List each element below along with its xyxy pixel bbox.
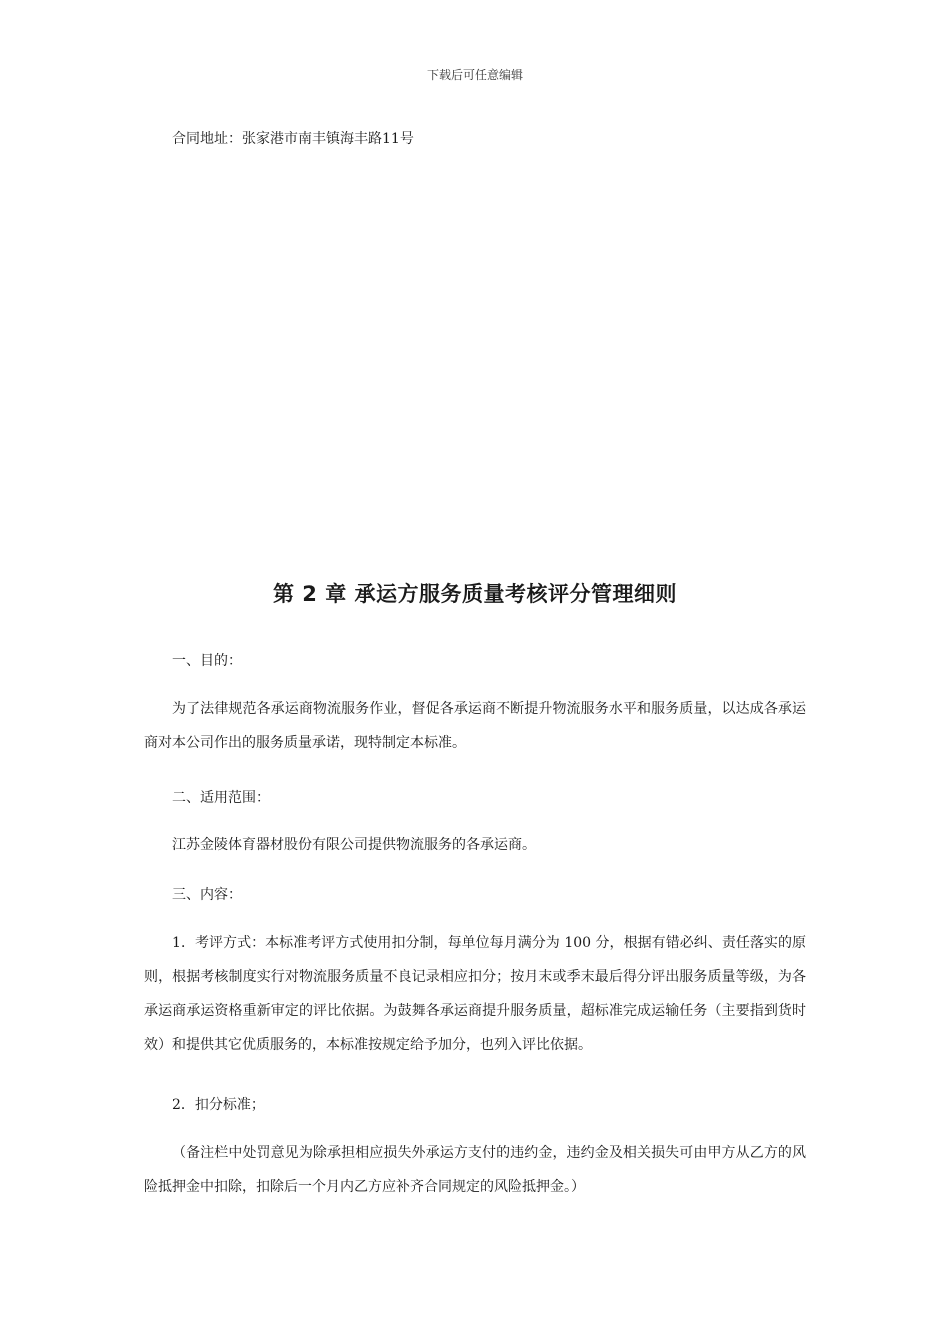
- penalty-note-paragraph: （备注栏中处罚意见为除承担相应损失外承运方支付的违约金，违约金及相关损失可由甲方从乙方的风险抵押金中扣除，扣除后一个月内乙方应补齐合同规定的风险抵押金。）: [144, 1145, 806, 1195]
- chapter-title: 第 2 章 承运方服务质量考核评分管理细则: [272, 582, 678, 606]
- item1-paragraph: 1．考评方式：本标准考评方式使用扣分制，每单位每月满分为 100 分，根据有错必纠、责任落实的原则，根据考核制度实行对物流服务质量不良记录相应扣分；按月末或季末最后得分评出服务质量等级，为各承运商承运资格重新审定的评比依据。为鼓舞各承运商提升服务质量，超标准完成运输任务（主要指到货时效）和提供其它优质服务的，本标准按规定给予加分，也列入评比依据。: [144, 935, 806, 1053]
- header-note: 下载后可任意编辑: [426, 68, 523, 82]
- scope-paragraph: 江苏金陵体育器材股份有限公司提供物流服务的各承运商。: [172, 837, 536, 853]
- section-scope-heading: 二、适用范围：: [172, 790, 270, 806]
- section-content-heading: 三、内容：: [172, 887, 242, 903]
- purpose-paragraph: 为了法律规范各承运商物流服务作业，督促各承运商不断提升物流服务水平和服务质量，以达成各承运商对本公司作出的服务质量承诺，现特制定本标准。: [144, 701, 806, 751]
- item2-heading: 2．扣分标准；: [172, 1097, 265, 1113]
- section-purpose-heading: 一、目的：: [172, 653, 242, 669]
- contract-address: 合同地址：张家港市南丰镇海丰路11号: [172, 131, 414, 147]
